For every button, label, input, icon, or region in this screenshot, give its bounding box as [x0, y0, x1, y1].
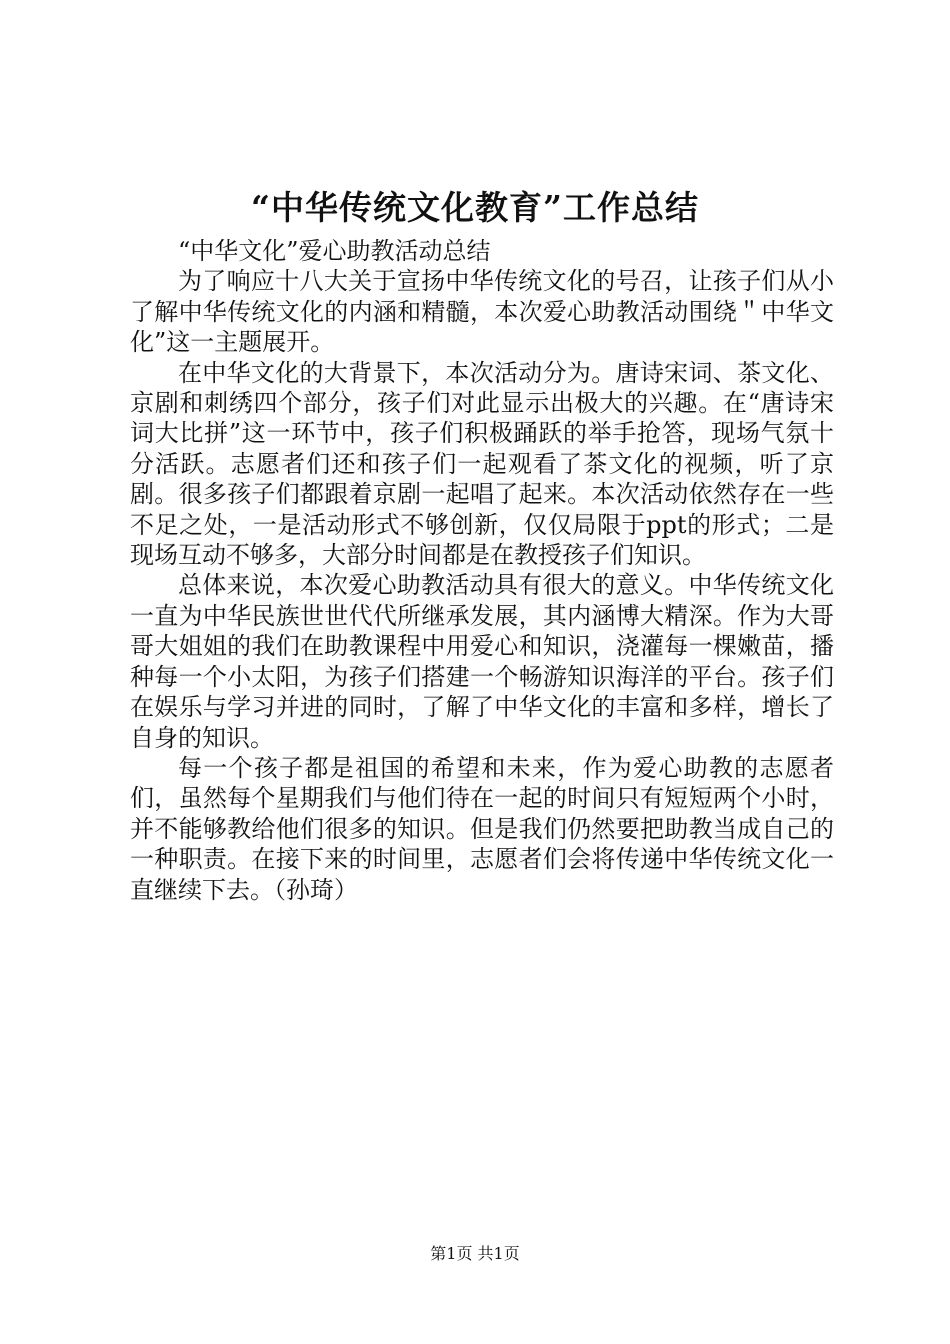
body-paragraph: 总体来说，本次爱心助教活动具有很大的意义。中华传统文化一直为中华民族世世代代所继承发展，其内涵博大精深。作为大哥哥大姐姐的我们在助教课程中用爱心和知识，浇灌每一棵嫩苗，播种每一个小太阳，为孩子们搭建一个畅游知识海洋的平台。孩子们在娱乐与学习并进的同时，了解了中华文化的丰富和多样，增长了自身的知识。: [130, 571, 834, 752]
body-paragraph: 在中华文化的大背景下，本次活动分为。唐诗宋词、茶文化、京剧和刺绣四个部分，孩子们对此显示出极大的兴趣。在“唐诗宋词大比拼”这一环节中，孩子们积极踊跃的举手抢答，现场气氛十分活跃。志愿者们还和孩子们一起观看了茶文化的视频，听了京剧。很多孩子们都跟着京剧一起唱了起来。本次活动依然存在一些不足之处，一是活动形式不够创新，仅仅局限于ppt的形式；二是现场互动不够多，大部分时间都是在教授孩子们知识。: [130, 358, 834, 570]
subtitle-paragraph: “中华文化”爱心助教活动总结: [178, 237, 491, 265]
body-paragraph: 每一个孩子都是祖国的希望和未来，作为爱心助教的志愿者们，虽然每个星期我们与他们待在一起的时间只有短短两个小时，并不能够教给他们很多的知识。但是我们仍然要把助教当成自己的一种职责。在接下来的时间里，志愿者们会将传递中华传统文化一直继续下去。（孙琦）: [130, 753, 834, 904]
body-paragraph: 为了响应十八大关于宣扬中华传统文化的号召，让孩子们从小了解中华传统文化的内涵和精髓，本次爱心助教活动围绕＂中华文化”这一主题展开。: [130, 267, 834, 357]
document-body: [130, 236, 834, 905]
page-number-footer: 第1页 共1页: [430, 1244, 520, 1263]
document-title: “中华传统文化教育”工作总结: [251, 188, 699, 227]
